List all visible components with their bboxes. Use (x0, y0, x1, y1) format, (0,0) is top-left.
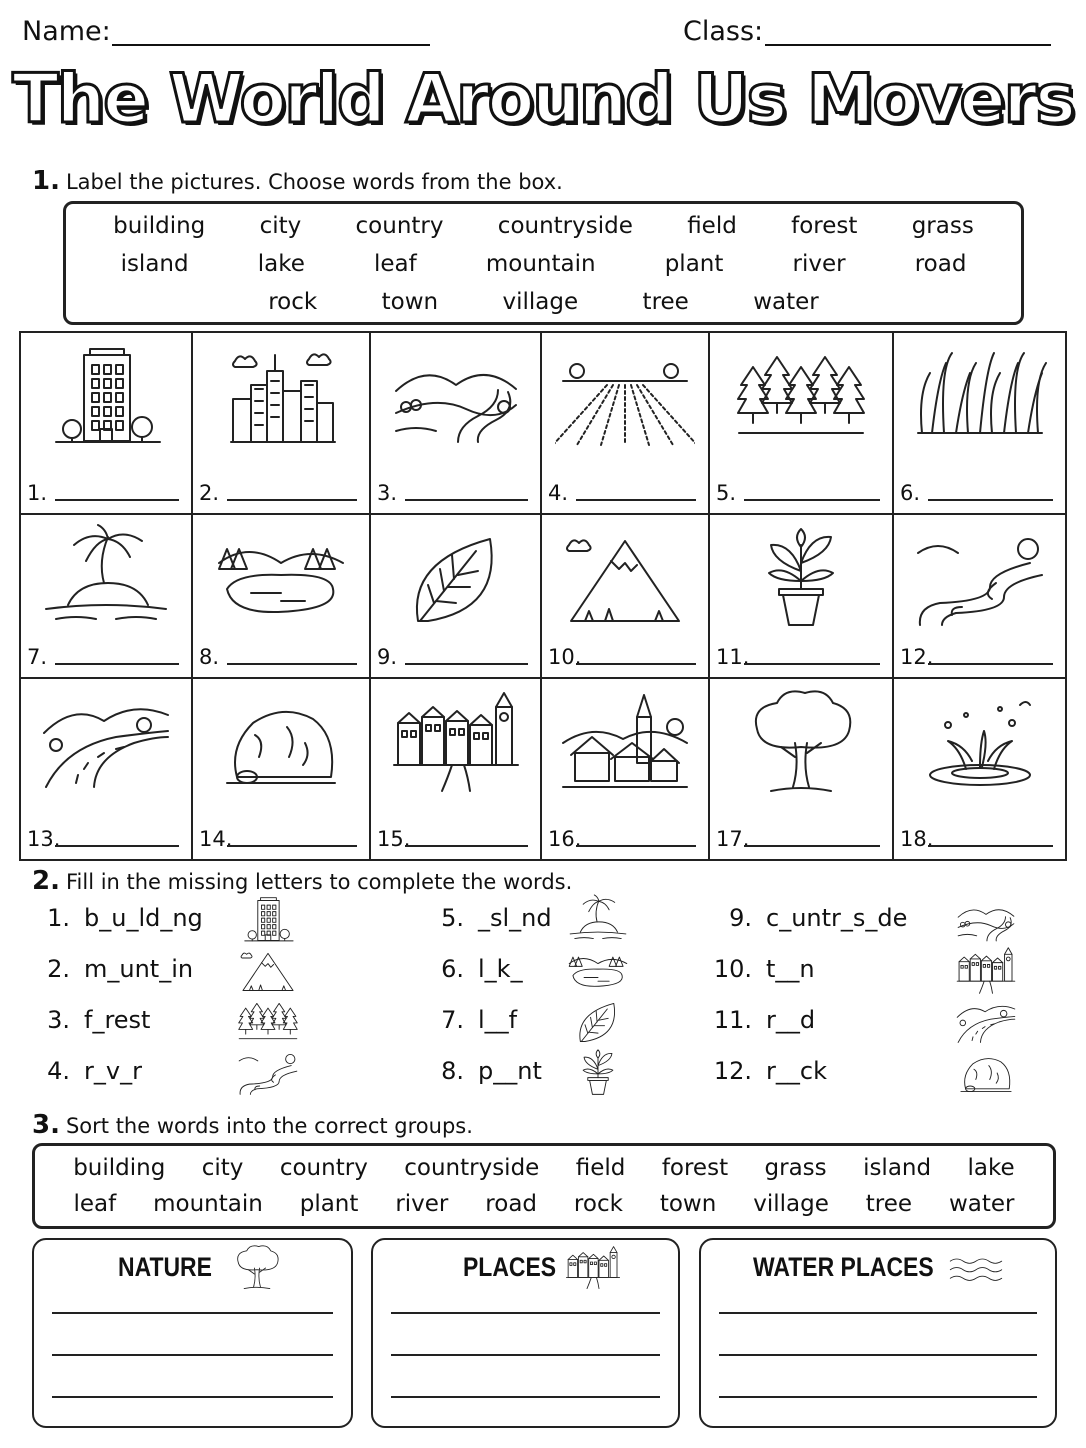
item-number: 9. (729, 904, 752, 932)
group-title: NATURE (118, 1252, 212, 1282)
picture-cell (542, 515, 710, 679)
word-row (66, 251, 1021, 277)
lake-icon (211, 523, 351, 635)
answer-line[interactable] (391, 1312, 660, 1314)
partial-word: m_unt_in (84, 955, 194, 983)
rock-icon (211, 687, 351, 799)
item-number: 5. (441, 904, 464, 932)
item-number: 12. (713, 1057, 752, 1085)
word-bank-item: grass (911, 213, 974, 239)
answer-line[interactable] (391, 1396, 660, 1398)
river-icon (910, 523, 1050, 635)
answer-line[interactable] (576, 663, 696, 665)
word-row (66, 213, 1021, 239)
group-box-places (371, 1238, 680, 1428)
picture-cell (21, 515, 193, 679)
word-bank-item: river (395, 1191, 449, 1217)
section-3-heading: 3. Sort the words into the correct groups. (32, 1110, 473, 1140)
answer-line[interactable] (52, 1354, 333, 1356)
picture-cell (710, 515, 894, 679)
word-bank-item: countryside (404, 1155, 540, 1181)
answer-line[interactable] (576, 499, 696, 501)
item-number: 11. (713, 1006, 752, 1034)
word-bank-item: tree (642, 289, 689, 315)
picture-cell (371, 333, 542, 515)
picture-cell (894, 679, 1065, 859)
fill-in-item[interactable] (30, 1057, 142, 1085)
word-bank-item: island (120, 251, 189, 277)
partial-word: f_rest (84, 1006, 151, 1034)
word-bank-item: island (863, 1155, 932, 1181)
word-bank-item: building (73, 1155, 166, 1181)
water-icon (910, 687, 1050, 799)
fill-in-item[interactable] (712, 1057, 827, 1085)
picture-cell (894, 515, 1065, 679)
answer-line[interactable] (391, 1354, 660, 1356)
tree-icon (731, 687, 871, 799)
word-bank-item: rock (573, 1191, 623, 1217)
item-number: 3. (47, 1006, 70, 1034)
picture-cell (710, 679, 894, 859)
word-bank-item: water (753, 289, 819, 315)
answer-line[interactable] (719, 1396, 1037, 1398)
word-bank-item: building (113, 213, 206, 239)
item-number: 4. (47, 1057, 70, 1085)
picture-cell (894, 333, 1065, 515)
item-number: 10. (713, 955, 752, 983)
answer-line[interactable] (719, 1312, 1037, 1314)
picture-cell (193, 333, 371, 515)
word-bank-item: field (687, 213, 737, 239)
answer-line[interactable] (52, 1312, 333, 1314)
word-bank-item: leaf (374, 251, 417, 277)
word-bank-item: country (279, 1155, 368, 1181)
item-number: 1. (47, 904, 70, 932)
picture-number: 3. (377, 481, 398, 505)
picture-number: 17. (716, 827, 750, 851)
answer-line[interactable] (55, 845, 179, 847)
answer-line[interactable] (928, 845, 1053, 847)
word-bank-item: country (355, 213, 444, 239)
answer-line[interactable] (52, 1396, 333, 1398)
word-bank-item: village (753, 1191, 829, 1217)
fill-in-item[interactable] (712, 955, 815, 983)
picture-number: 18. (900, 827, 934, 851)
word-bank-item: river (792, 251, 846, 277)
picture-number: 13. (27, 827, 61, 851)
item-number: 7. (441, 1006, 464, 1034)
rock-icon (948, 1047, 1024, 1099)
class-label: Class: (683, 16, 764, 47)
town-icon (553, 1244, 633, 1292)
partial-word: t__n (766, 955, 815, 983)
water-waves-icon (945, 1244, 1007, 1292)
picture-number: 5. (716, 481, 737, 505)
group-title: WATER PLACES (753, 1252, 934, 1282)
word-box-1 (63, 201, 1024, 325)
picture-cell (21, 333, 193, 515)
leaf-icon (386, 523, 526, 635)
word-bank-item: forest (661, 1155, 729, 1181)
word-bank-item: tree (865, 1191, 913, 1217)
forest-icon (230, 996, 306, 1048)
fill-in-item[interactable] (30, 1006, 150, 1034)
leaf-icon (560, 996, 636, 1048)
fill-in-item[interactable] (712, 1006, 815, 1034)
answer-line[interactable] (227, 499, 357, 501)
forest-icon (731, 341, 871, 453)
picture-grid (19, 331, 1067, 861)
picture-number: 6. (900, 481, 921, 505)
city-icon (211, 341, 351, 453)
answer-line[interactable] (405, 499, 528, 501)
word-bank-item: forest (791, 213, 858, 239)
answer-line[interactable] (928, 663, 1053, 665)
fill-in-item[interactable] (712, 904, 907, 932)
word-bank-item: plant (664, 251, 724, 277)
picture-number: 7. (27, 645, 48, 669)
town-icon (386, 687, 526, 799)
word-bank-item: road (485, 1191, 538, 1217)
partial-word: r__d (766, 1006, 816, 1034)
picture-cell (542, 679, 710, 859)
partial-word: b_u_ld_ng (84, 904, 203, 932)
picture-cell (193, 679, 371, 859)
group-box-water-places (699, 1238, 1057, 1428)
lake-icon (560, 945, 636, 997)
picture-number: 12. (900, 645, 934, 669)
answer-line[interactable] (576, 845, 696, 847)
answer-line[interactable] (744, 663, 880, 665)
word-row (35, 1155, 1053, 1181)
building-icon (36, 341, 176, 453)
fill-in-item[interactable] (30, 904, 203, 932)
page-title: The World Around Us Movers (12, 60, 1074, 139)
picture-number: 8. (199, 645, 220, 669)
answer-line[interactable] (405, 845, 528, 847)
picture-number: 10. (548, 645, 582, 669)
answer-line[interactable] (227, 663, 357, 665)
word-bank-item: town (659, 1191, 717, 1217)
word-bank-item: field (575, 1155, 626, 1181)
answer-line[interactable] (55, 499, 179, 501)
countryside-icon (948, 894, 1024, 946)
island-icon (36, 523, 176, 635)
item-number: 2. (47, 955, 70, 983)
name-field[interactable] (112, 44, 430, 46)
section-1-heading: 1. Label the pictures. Choose words from the box. (32, 166, 563, 196)
group-box-nature (32, 1238, 353, 1428)
partial-word: r_v_r (84, 1057, 142, 1085)
fill-in-item[interactable] (424, 955, 523, 983)
partial-word: p__nt (478, 1057, 542, 1085)
word-bank-item: water (948, 1191, 1015, 1217)
word-bank-item: lake (257, 251, 305, 277)
picture-cell (371, 679, 542, 859)
picture-cell (193, 515, 371, 679)
picture-number: 14. (199, 827, 233, 851)
partial-word: l__f (478, 1006, 518, 1034)
picture-cell (710, 333, 894, 515)
answer-line[interactable] (744, 845, 880, 847)
word-bank-item: village (502, 289, 579, 315)
partial-word: l_k_ (478, 955, 523, 983)
road-icon (36, 687, 176, 799)
section-2-heading: 2. Fill in the missing letters to complete the words. (32, 866, 573, 896)
village-icon (555, 687, 695, 799)
plant-icon (560, 1047, 636, 1099)
word-bank-item: town (381, 289, 439, 315)
picture-number: 4. (548, 481, 569, 505)
picture-number: 2. (199, 481, 220, 505)
tree-icon (226, 1244, 288, 1292)
fill-in-item[interactable] (30, 955, 193, 983)
picture-cell (371, 515, 542, 679)
picture-cell (21, 679, 193, 859)
mountain-icon (555, 523, 695, 635)
item-number: 6. (441, 955, 464, 983)
answer-line[interactable] (928, 499, 1053, 501)
word-row (66, 289, 1021, 315)
answer-line[interactable] (405, 663, 528, 665)
answer-line[interactable] (719, 1354, 1037, 1356)
picture-number: 1. (27, 481, 48, 505)
item-number: 8. (441, 1057, 464, 1085)
picture-number: 16. (548, 827, 582, 851)
field-icon (555, 341, 695, 453)
mountain-icon (230, 945, 306, 997)
road-icon (948, 996, 1024, 1048)
word-bank-item: countryside (497, 213, 633, 239)
grass-icon (910, 341, 1050, 453)
word-bank-item: rock (268, 289, 318, 315)
word-bank-item: grass (764, 1155, 827, 1181)
plant-icon (731, 523, 871, 635)
word-bank-item: plant (299, 1191, 359, 1217)
partial-word: c_untr_s_de (766, 904, 908, 932)
word-bank-item: city (259, 213, 302, 239)
partial-word: r__ck (766, 1057, 827, 1085)
answer-line[interactable] (744, 499, 880, 501)
word-box-3 (32, 1143, 1056, 1229)
fill-in-item[interactable] (424, 1006, 517, 1034)
name-label: Name: (22, 16, 111, 47)
class-field[interactable] (765, 44, 1051, 46)
word-bank-item: lake (967, 1155, 1015, 1181)
word-bank-item: road (914, 251, 967, 277)
picture-cell (542, 333, 710, 515)
town-icon (948, 945, 1024, 997)
island-icon (560, 894, 636, 946)
word-bank-item: mountain (485, 251, 596, 277)
river-icon (230, 1047, 306, 1099)
fill-in-item[interactable] (424, 1057, 542, 1085)
picture-number: 15. (377, 827, 411, 851)
word-bank-item: city (201, 1155, 244, 1181)
group-title: PLACES (463, 1252, 557, 1282)
answer-line[interactable] (227, 845, 357, 847)
word-bank-item: mountain (153, 1191, 263, 1217)
picture-number: 9. (377, 645, 398, 669)
partial-word: _sl_nd (478, 904, 552, 932)
building-icon (230, 894, 306, 946)
fill-in-item[interactable] (424, 904, 552, 932)
answer-line[interactable] (55, 663, 179, 665)
word-row (35, 1191, 1053, 1217)
countryside-icon (386, 341, 526, 453)
word-bank-item: leaf (73, 1191, 117, 1217)
picture-number: 11. (716, 645, 750, 669)
